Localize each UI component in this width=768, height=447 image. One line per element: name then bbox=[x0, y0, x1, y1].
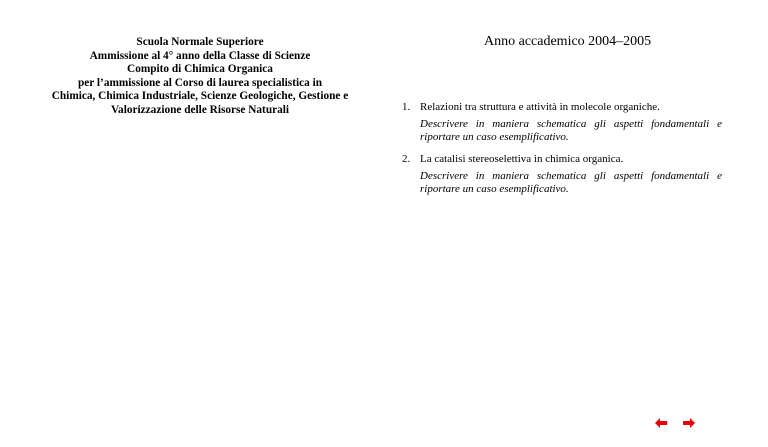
academic-year-title: Anno accademico 2004–2005 bbox=[484, 34, 652, 49]
question-item bbox=[402, 101, 722, 144]
question-description: Descrivere in maniera schematica gli aspetti fondamentali e riportare un caso esemplificativo. bbox=[420, 118, 722, 143]
header-line-degrees: Chimica, Chimica Industriale, Scienze Geologiche, Gestione e bbox=[51, 90, 349, 103]
header-line-degrees-cont: Valorizzazione delle Risorse Naturali bbox=[110, 103, 290, 116]
prev-page-button[interactable] bbox=[655, 418, 667, 428]
exam-header bbox=[50, 36, 350, 118]
arrow-left-icon bbox=[655, 418, 667, 428]
header-line-admission: Ammissione al 4° anno della Classe di Scienze bbox=[89, 49, 311, 62]
question-title: Relazioni tra struttura e attività in molecole organiche. bbox=[420, 101, 660, 113]
question-number: 1. bbox=[402, 101, 411, 113]
question-description: Descrivere in maniera schematica gli aspetti fondamentali e riportare un caso esemplificativo. bbox=[420, 170, 722, 195]
question-number: 2. bbox=[402, 153, 411, 165]
question-item bbox=[402, 153, 722, 196]
header-line-course: per l’ammissione al Corso di laurea specialistica in bbox=[77, 76, 323, 89]
header-line-institution: Scuola Normale Superiore bbox=[136, 36, 264, 48]
next-page-button[interactable] bbox=[683, 418, 695, 428]
header-line-exam: Compito di Chimica Organica bbox=[127, 63, 273, 76]
arrow-right-icon bbox=[683, 418, 695, 428]
question-title: La catalisi stereoselettiva in chimica organica. bbox=[420, 153, 624, 165]
